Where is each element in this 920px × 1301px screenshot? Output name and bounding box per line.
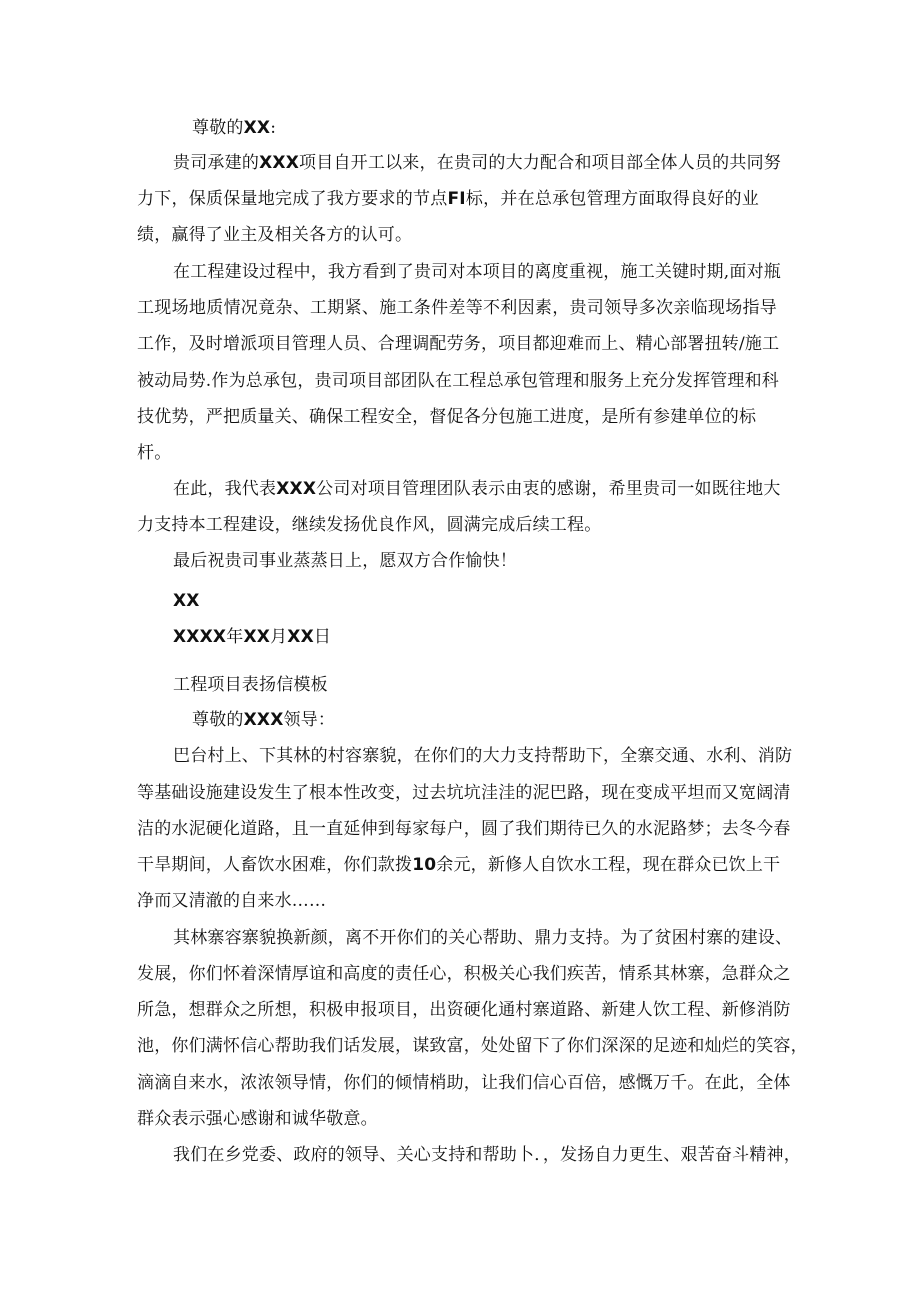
letter1-p1-line1: 贵司承建的XXX项目自开工以来，在贵司的大力配合和项目部全体人员的共同努 [173,153,781,173]
letter1-p3-line2: 力支持本工程建设，继续发扬优良作风，圆满完成后续工程。 [137,515,602,535]
letter1-p2-line4: 被动局势.作为总承包，贵司项目部团队在工程总承包管理和服务上充分发挥管理和科 [137,371,780,391]
letter2-salutation: 尊敬的XXX领导： [192,710,336,730]
letter2-p2-line4: 池，你们满怀信心帮助我们话发展，谋致富，处处留下了你们深深的足迹和灿烂的笑容， [137,1036,808,1056]
letter2-p1-line5: 净而又清澈的自来水…… [137,891,327,911]
letter1-closing: 最后祝贵司事业蒸蒸日上，愿双方合作愉快！ [173,551,517,571]
letter2-p2-line2: 发展，你们怀着深情厚谊和高度的责任心，积极关心我们疾苦，情系其林寨，急群众之 [137,964,791,984]
letter1-p1-line2: 力下，保质保量地完成了我方要求的节点FI标，并在总承包管理方面取得良好的业 [137,189,759,209]
letter2-p1-line2: 等基础设施建设发生了根本性改变，过去坑坑洼洼的泥巴路，现在变成平坦而又宽阔清 [137,783,791,803]
letter2-p2-line3: 所急，想群众之所想，积极申报项目，出资硬化通村寨道路、新建人饮工程、新修消防 [137,1000,791,1020]
letter1-p2-line1: 在工程建设过程中，我方看到了贵司对本项目的离度重视，施工关键时期,面对瓶 [173,262,781,282]
letter2-p1-line1: 巴台村上、下其林的村容寨貌，在你们的大力支持帮助下，全寨交通、水利、消防 [173,746,793,766]
letter2-p2-line6: 群众表示强心感谢和诚华敬意。 [137,1109,378,1129]
letter2-p2-line1: 其林寨容寨貌换新颜，离不开你们的关心帮助、鼎力支持。为了贫困村寨的建设、 [173,928,793,948]
letter2-p3-line1: 我们在乡党委、政府的领导、关心支持和帮助卜．，发扬自力更生、艰苦奋斗精神， [173,1145,801,1165]
letter1-date: XXXX年XX月XX日 [173,627,332,647]
letter2-p1-line3: 洁的水泥硬化道路，且一直延伸到每家每户，圆了我们期待已久的水泥路梦；去冬今春 [137,819,791,839]
section-title: 工程项目表扬信模板 [173,675,328,695]
letter1-p2-line5: 技优势，严把质量关、确保工程安全，督促各分包施工进度，是所有参建单位的标 [137,407,757,427]
letter1-p1-line3: 绩，赢得了业主及相关各方的认可。 [137,225,413,245]
letter2-p2-line5: 滴滴自来水，浓浓领导情，你们的倾情梢助，让我们信心百倍，感慨万千。在此，全体 [137,1073,791,1093]
letter1-p2-line3: 工作，及时增派项目管理人员、合理调配劳务，项目都迎难而上、精心部署扭转/施工 [137,334,780,354]
letter1-p2-line2: 工现场地质情况竟杂、工期紧、施工条件差等不利因素，贵司领导多次亲临现场指导 [137,298,777,318]
letter2-p1-line4: 干旱期间，人畜饮水困难，你们款拨10余元，新修人自饮水工程，现在群众已饮上干 [137,855,781,875]
letter1-p3-line1: 在此，我代表XXX公司对项目管理团队表示由衷的感谢，希里贵司一如既往地大 [173,479,781,499]
letter1-signature: XX [173,591,200,611]
letter1-p2-line6: 杆。 [137,443,172,463]
letter1-salutation: 尊敬的XX: [192,118,277,138]
